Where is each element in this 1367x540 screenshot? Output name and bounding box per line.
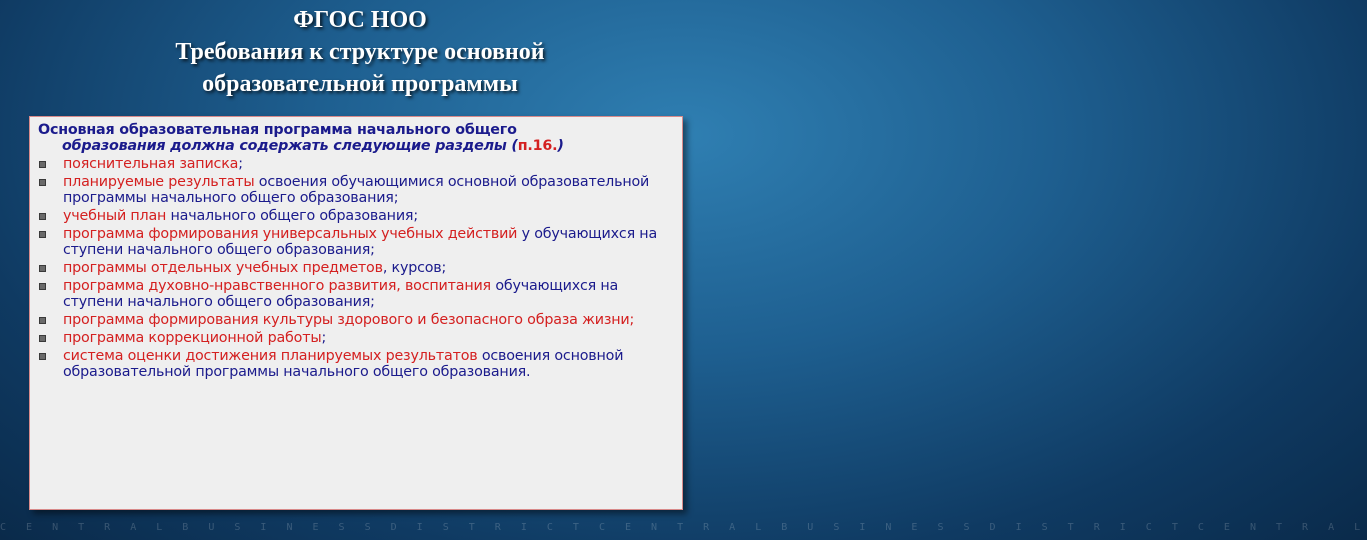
list-item bbox=[38, 174, 674, 206]
item-text: ; bbox=[238, 156, 243, 172]
title-line-3: образовательной программы bbox=[202, 71, 518, 97]
square-bullet-icon bbox=[39, 353, 46, 360]
list-item bbox=[38, 278, 674, 310]
title-line-2: Требования к структуре основной bbox=[175, 39, 545, 65]
item-highlight: программы отдельных учебных предметов bbox=[63, 260, 383, 276]
item-text: начального общего образования; bbox=[166, 208, 418, 224]
item-highlight: учебный план bbox=[63, 208, 167, 224]
square-bullet-icon bbox=[39, 213, 46, 220]
list-item bbox=[38, 156, 674, 172]
list-item bbox=[38, 260, 674, 276]
item-highlight: планируемые результаты bbox=[63, 174, 255, 190]
item-text: , курсов; bbox=[382, 260, 447, 276]
square-bullet-icon bbox=[39, 179, 46, 186]
item-highlight: программа коррекционной работы bbox=[63, 330, 322, 346]
list-item bbox=[38, 330, 674, 346]
square-bullet-icon bbox=[39, 317, 46, 324]
square-bullet-icon bbox=[39, 283, 46, 290]
list-item bbox=[38, 312, 674, 328]
content-box bbox=[29, 116, 683, 510]
item-highlight: программа формирования универсальных учебных действий bbox=[63, 226, 518, 242]
item-highlight: программа духовно-нравственного развития, воспитания bbox=[63, 278, 491, 294]
intro-line-2-text: образования должна содержать следующие разделы ( bbox=[62, 138, 518, 154]
square-bullet-icon bbox=[39, 161, 46, 168]
title-line-1: ФГОС НОО bbox=[293, 7, 427, 33]
intro-line-1: Основная образовательная программа начального общего bbox=[38, 122, 517, 138]
footer-pattern-band: C E N T R A L B U S I N E S S D I S T R I C T C E N T R A L B U S I N E S S D I S T R I C T C E N T R A L bbox=[0, 522, 1367, 533]
item-highlight: система оценки достижения планируемых результатов bbox=[63, 348, 478, 364]
item-text: ; bbox=[321, 330, 327, 346]
section-reference: п.16. bbox=[517, 138, 558, 154]
sections-list bbox=[38, 156, 674, 380]
list-item bbox=[38, 348, 674, 380]
list-item bbox=[38, 208, 674, 224]
intro-line-2 bbox=[38, 138, 674, 154]
item-highlight: пояснительная записка bbox=[63, 156, 239, 172]
list-item bbox=[38, 226, 674, 258]
item-text: у обучающихся на ступени начального общего образования; bbox=[63, 226, 658, 258]
item-text: освоения обучающимися основной образовательной программы начального общего образования; bbox=[63, 174, 650, 206]
item-text: освоения основной образовательной программы начального общего образования. bbox=[63, 348, 624, 380]
item-text: обучающихся на ступени начального общего образования; bbox=[63, 278, 619, 310]
square-bullet-icon bbox=[39, 335, 46, 342]
square-bullet-icon bbox=[39, 265, 46, 272]
item-highlight: программа формирования культуры здорового и безопасного образа жизни; bbox=[63, 312, 635, 328]
intro-line-2-close: ) bbox=[557, 138, 564, 154]
square-bullet-icon bbox=[39, 231, 46, 238]
intro-text bbox=[38, 122, 674, 154]
slide-title bbox=[0, 4, 720, 100]
